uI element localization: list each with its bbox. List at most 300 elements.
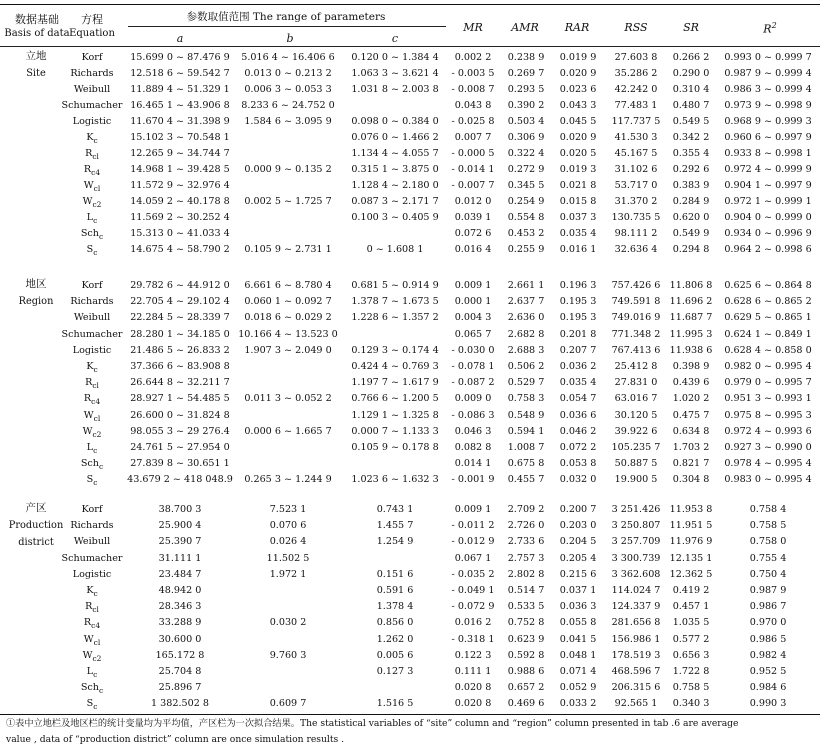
cell-amr: 0.675 8 <box>507 458 545 470</box>
equation-name-main: Weibull <box>73 312 111 324</box>
cell-rss: 32.636 4 <box>614 244 658 255</box>
equation-name-main: Richards <box>70 520 114 532</box>
cell-rar: 0.071 4 <box>559 666 597 677</box>
table-row <box>0 375 820 391</box>
cell-sr: 11.976 9 <box>669 536 713 548</box>
cell-c: 0.076 0 ~ 1.466 2 <box>351 132 439 143</box>
cell-r2: 0.934 0 ~ 0.996 9 <box>724 228 812 239</box>
cell-r2: 0.986 5 <box>749 633 787 645</box>
cell-rss: 30.120 5 <box>614 409 658 421</box>
cell-rss: 105.235 7 <box>611 442 661 453</box>
equation-name-main: W <box>83 633 94 645</box>
cell-rss: 767.413 6 <box>611 344 661 356</box>
cell-r2: 0.982 0 ~ 0.995 4 <box>724 361 812 372</box>
cell-amr: 0.345 5 <box>507 180 545 191</box>
cell-amr: 0.469 6 <box>507 698 545 710</box>
cell-rar: 0.037 1 <box>559 585 597 596</box>
cell-c: 0.127 3 <box>376 666 414 677</box>
cell-a: 11.572 9 ~ 32.976 4 <box>130 180 230 191</box>
equation-subscript: c2 <box>92 199 102 209</box>
cell-sr: 11.951 5 <box>669 520 713 532</box>
cell-rss: 114.024 7 <box>611 585 661 596</box>
cell-b: 0.018 6 ~ 0.029 2 <box>244 312 332 324</box>
cell-c: 0 ~ 1.608 1 <box>366 244 424 255</box>
cell-amr: 0.623 9 <box>507 633 545 645</box>
cell-sr: 0.475 7 <box>672 409 710 421</box>
table-row <box>0 472 820 488</box>
cell-rss: 19.900 5 <box>614 474 658 486</box>
cell-r2: 0.750 4 <box>749 568 787 580</box>
table-row <box>0 632 820 648</box>
cell-a: 48.942 0 <box>158 585 202 596</box>
equation-subscript: c4 <box>91 397 101 407</box>
cell-rar: 0.019 9 <box>559 52 597 63</box>
equation-name-main: R <box>85 377 93 389</box>
equation-name-main: Sch <box>80 228 99 239</box>
cell-rss: 156.986 1 <box>611 633 661 645</box>
cell-rss: 42.242 0 <box>614 84 658 95</box>
cell-sr: 0.634 8 <box>672 425 710 437</box>
cell-a: 22.284 5 ~ 28.339 7 <box>130 312 230 324</box>
cell-a: 25.900 4 <box>158 520 202 532</box>
cell-sr: 12.362 5 <box>669 568 713 580</box>
sr-header: SR <box>683 21 699 34</box>
cell-rar: 0.037 3 <box>559 212 597 223</box>
cell-mr: - 0.078 1 <box>451 361 495 372</box>
table-row <box>0 278 820 294</box>
cell-b: 0.060 1 ~ 0.092 7 <box>244 296 332 308</box>
cell-sr: 12.135 1 <box>669 552 713 564</box>
table-row <box>0 615 820 631</box>
table-row <box>0 583 820 599</box>
cell-amr: 0.306 9 <box>507 132 545 143</box>
cell-c: 0.591 6 <box>376 585 414 596</box>
cell-c: 1.262 0 <box>376 633 414 645</box>
equation-name <box>52 242 132 261</box>
equation-name-main: Korf <box>81 504 103 515</box>
cell-amr: 0.758 3 <box>507 393 545 405</box>
cell-b: 1.972 1 <box>269 568 307 580</box>
cell-amr: 1.008 7 <box>507 442 545 453</box>
cell-amr: 2.636 0 <box>507 312 545 324</box>
equation-name-main: W <box>82 649 93 661</box>
equation-subscript: cl <box>92 381 99 391</box>
cell-amr: 0.554 8 <box>507 212 545 223</box>
cell-mr: - 0.001 9 <box>451 474 495 486</box>
cell-sr: 11.938 6 <box>669 344 713 356</box>
cell-sr: 0.294 8 <box>672 244 710 255</box>
cell-sr: 0.656 3 <box>672 649 710 661</box>
equation-subscript: c <box>93 247 98 257</box>
cell-r2: 0.758 0 <box>749 536 787 548</box>
equation-subscript: c2 <box>92 429 102 439</box>
equation-name <box>52 50 132 66</box>
cell-rar: 0.052 9 <box>559 682 597 694</box>
cell-b: 0.030 2 <box>269 617 307 629</box>
cell-rss: 117.737 5 <box>611 116 661 127</box>
cell-rss: 281.656 8 <box>611 617 661 629</box>
equation-subscript: c <box>93 702 98 712</box>
cell-rar: 0.020 9 <box>559 68 597 79</box>
table-row <box>0 226 820 242</box>
cell-mr: 0.020 8 <box>454 682 492 694</box>
cell-a: 28.280 1 ~ 34.185 0 <box>130 328 230 340</box>
cell-r2: 0.951 3 ~ 0.993 1 <box>724 393 812 405</box>
cell-rar: 0.033 2 <box>559 698 597 710</box>
cell-r2: 0.964 2 ~ 0.998 6 <box>724 244 812 255</box>
cell-r2: 0.755 4 <box>749 552 787 564</box>
cell-mr: 0.072 6 <box>454 228 492 239</box>
cell-rar: 0.045 5 <box>559 116 597 127</box>
table-row <box>0 408 820 424</box>
cell-rss: 39.922 6 <box>614 425 658 437</box>
cell-r2: 0.982 4 <box>749 649 787 661</box>
cell-a: 165.172 8 <box>155 649 205 661</box>
equation-name <box>52 82 132 98</box>
equation-name <box>52 534 132 550</box>
cell-sr: 0.549 9 <box>672 228 710 239</box>
cell-rar: 0.200 7 <box>559 504 597 515</box>
cell-mr: - 0.030 0 <box>451 344 495 356</box>
cell-rar: 0.023 6 <box>559 84 597 95</box>
r2-header <box>720 21 820 36</box>
equation-name-main: K <box>86 361 94 372</box>
cell-rar: 0.072 2 <box>559 442 597 453</box>
mr-header: MR <box>463 21 483 34</box>
cell-r2: 0.986 3 ~ 0.999 4 <box>724 84 812 95</box>
cell-a: 12.518 6 ~ 59.542 7 <box>130 68 230 79</box>
group-label-en: Site <box>26 68 46 79</box>
cell-a: 98.055 3 ~ 29 276.4 <box>130 425 230 437</box>
equation-name-main: Korf <box>81 280 103 291</box>
cell-b: 0.013 0 ~ 0.213 2 <box>244 68 332 79</box>
cell-c: 1.197 7 ~ 1.617 9 <box>351 377 439 389</box>
cell-mr: 0.043 8 <box>454 100 492 111</box>
cell-rar: 0.203 0 <box>559 520 597 532</box>
cell-amr: 0.988 6 <box>507 666 545 677</box>
cell-a: 11.569 2 ~ 30.252 4 <box>130 212 230 223</box>
cell-c: 0.000 7 ~ 1.133 3 <box>351 425 439 437</box>
equation-name <box>52 310 132 326</box>
cell-r2: 0.952 5 <box>749 666 787 677</box>
param-b-header: b <box>286 32 294 45</box>
cell-c: 1.254 9 <box>376 536 414 548</box>
cell-rss: 35.286 2 <box>614 68 658 79</box>
cell-rar: 0.048 1 <box>559 649 597 661</box>
table-row <box>0 664 820 680</box>
cell-a: 43.679 2 ~ 418 048.9 <box>127 474 233 486</box>
table-row <box>0 599 820 615</box>
cell-b: 9.760 3 <box>269 649 307 661</box>
cell-c: 0.151 6 <box>376 568 414 580</box>
cell-c: 1.378 4 <box>376 601 414 613</box>
group-label-zh: 地区 <box>25 278 47 290</box>
cell-rar: 0.207 7 <box>559 344 597 356</box>
equation-name-main: Logistic <box>72 344 112 356</box>
cell-rss: 63.016 7 <box>614 393 658 405</box>
cell-c: 0.681 5 ~ 0.914 9 <box>351 280 439 291</box>
cell-rar: 0.204 5 <box>559 536 597 548</box>
equation-name <box>52 66 132 82</box>
cell-mr: - 0.025 8 <box>451 116 495 127</box>
cell-rar: 0.032 0 <box>559 474 597 486</box>
cell-rss: 50.887 5 <box>614 458 658 470</box>
cell-c: 0.315 1 ~ 3.875 0 <box>351 164 439 175</box>
equation-name <box>52 696 132 715</box>
equation-name-main: W <box>82 425 93 437</box>
cell-amr: 0.506 2 <box>507 361 545 372</box>
equation-name-main: Weibull <box>73 84 111 95</box>
cell-amr: 0.272 9 <box>507 164 545 175</box>
cell-rss: 45.167 5 <box>614 148 658 159</box>
cell-amr: 0.269 7 <box>507 68 545 79</box>
equation-name-main: Sch <box>80 682 99 694</box>
cell-a: 22.705 4 ~ 29.102 4 <box>130 296 230 308</box>
cell-a: 29.782 6 ~ 44.912 0 <box>130 280 230 291</box>
equation-name-main: Schumacher <box>61 328 123 340</box>
cell-rss: 3 251.426 <box>611 504 661 515</box>
cell-r2: 0.625 6 ~ 0.864 8 <box>724 280 812 291</box>
cell-r2: 0.758 4 <box>749 504 787 515</box>
cell-amr: 2.709 2 <box>507 504 545 515</box>
cell-r2: 0.972 4 ~ 0.993 6 <box>724 425 812 437</box>
cell-amr: 2.726 0 <box>507 520 545 532</box>
cell-sr: 0.292 6 <box>672 164 710 175</box>
table-row <box>0 327 820 343</box>
cell-sr: 0.577 2 <box>672 633 710 645</box>
table-bottom-rule <box>0 714 820 715</box>
cell-c: 1.228 6 ~ 1.357 2 <box>351 312 439 324</box>
cell-a: 38.700 3 <box>158 504 202 515</box>
table-row <box>0 359 820 375</box>
cell-rss: 31.102 6 <box>614 164 658 175</box>
cell-rss: 25.412 8 <box>614 361 658 372</box>
cell-a: 21.486 5 ~ 26.833 2 <box>130 344 230 356</box>
table-row <box>0 294 820 310</box>
cell-rss: 31.370 2 <box>614 196 658 207</box>
cell-b: 0.105 9 ~ 2.731 1 <box>244 244 332 255</box>
cell-rar: 0.215 6 <box>559 568 597 580</box>
equation-name-main: Sch <box>80 458 99 470</box>
cell-r2: 0.904 1 ~ 0.997 9 <box>724 180 812 191</box>
cell-mr: 0.016 2 <box>454 617 492 629</box>
cell-mr: 0.065 7 <box>454 328 492 340</box>
cell-a: 25.390 7 <box>158 536 202 548</box>
cell-mr: - 0.087 2 <box>451 377 495 389</box>
cell-rss: 206.315 6 <box>611 682 661 694</box>
cell-mr: - 0.008 7 <box>451 84 495 95</box>
cell-r2: 0.960 6 ~ 0.997 9 <box>724 132 812 143</box>
cell-a: 31.111 1 <box>158 552 202 564</box>
cell-mr: 0.111 1 <box>454 666 492 677</box>
cell-sr: 1.020 2 <box>672 393 710 405</box>
cell-mr: 0.002 2 <box>454 52 492 63</box>
cell-r2: 0.758 5 <box>749 520 787 532</box>
table-row <box>0 534 820 550</box>
cell-c: 0.129 3 ~ 0.174 4 <box>351 344 439 356</box>
cell-rar: 0.020 9 <box>559 132 597 143</box>
cell-c: 0.424 4 ~ 0.769 3 <box>351 361 439 372</box>
table-row <box>0 50 820 66</box>
equation-name <box>52 567 132 583</box>
table-row <box>0 391 820 407</box>
cell-c: 1.129 1 ~ 1.325 8 <box>351 409 439 421</box>
table-row <box>0 518 820 534</box>
cell-mr: 0.004 3 <box>454 312 492 324</box>
cell-a: 15.313 0 ~ 41.033 4 <box>130 228 230 239</box>
equation-subscript: c <box>93 669 98 679</box>
cell-amr: 0.238 9 <box>507 52 545 63</box>
cell-rar: 0.046 2 <box>559 425 597 437</box>
equation-subscript: c <box>98 686 104 696</box>
equation-name <box>52 114 132 130</box>
cell-rar: 0.035 4 <box>559 228 597 239</box>
cell-r2: 0.986 7 <box>749 601 787 613</box>
table-row <box>0 82 820 98</box>
equation-header-en: Equation <box>69 28 115 39</box>
table-row <box>0 98 820 114</box>
cell-a: 28.927 1 ~ 54.485 5 <box>130 393 230 405</box>
cell-amr: 0.548 9 <box>507 409 545 421</box>
cell-mr: - 0.049 1 <box>451 585 495 596</box>
params-underline <box>128 26 446 27</box>
cell-rss: 92.565 1 <box>614 698 658 710</box>
table-row <box>0 210 820 226</box>
cell-sr: 11.995 3 <box>669 328 713 340</box>
cell-amr: 0.455 7 <box>507 474 545 486</box>
basis-header-zh: 数据基础 <box>15 13 59 26</box>
cell-c: 1.516 5 <box>376 698 414 710</box>
cell-rar: 0.201 8 <box>559 328 597 340</box>
cell-c: 1.031 8 ~ 2.003 8 <box>351 84 439 95</box>
cell-r2: 0.984 6 <box>749 682 787 694</box>
cell-a: 11.889 4 ~ 51.329 1 <box>130 84 230 95</box>
rar-header: RAR <box>564 21 590 34</box>
cell-mr: 0.009 1 <box>454 280 492 291</box>
cell-rss: 3 362.608 <box>611 568 661 580</box>
equation-subscript: c <box>93 364 98 374</box>
cell-r2: 0.987 9 <box>749 585 787 596</box>
equation-name-main: Korf <box>81 52 103 63</box>
group-label-en: Region <box>18 296 54 307</box>
equation-subscript: cl <box>93 183 101 193</box>
cell-a: 23.484 7 <box>158 568 202 580</box>
cell-rss: 3 300.739 <box>611 552 661 564</box>
cell-rar: 0.020 5 <box>559 148 597 159</box>
equation-name <box>52 98 132 114</box>
cell-c: 0.105 9 ~ 0.178 8 <box>351 442 439 453</box>
cell-a: 14.675 4 ~ 58.790 2 <box>130 244 230 255</box>
cell-sr: 0.266 2 <box>672 52 710 63</box>
cell-a: 16.465 1 ~ 43.906 8 <box>130 100 230 111</box>
table-top-rule <box>0 4 820 5</box>
cell-sr: 0.340 3 <box>672 698 710 710</box>
cell-rss: 130.735 5 <box>611 212 661 223</box>
equation-subscript: c2 <box>92 653 102 663</box>
param-c-header: c <box>391 32 399 45</box>
cell-amr: 0.254 9 <box>507 196 545 207</box>
cell-sr: 11.696 2 <box>669 296 713 308</box>
cell-amr: 2.757 3 <box>507 552 545 564</box>
cell-rar: 0.035 4 <box>559 377 597 389</box>
equation-name-main: Richards <box>70 68 114 79</box>
table-row <box>0 66 820 82</box>
equation-name-main: L <box>86 442 94 453</box>
table-row <box>0 456 820 472</box>
cell-r2: 0.978 4 ~ 0.995 4 <box>724 458 812 470</box>
cell-mr: 0.016 4 <box>454 244 492 255</box>
cell-a: 26.644 8 ~ 32.211 7 <box>130 377 230 389</box>
equation-subscript: c <box>98 231 104 241</box>
cell-rar: 0.041 5 <box>559 633 597 645</box>
cell-mr: - 0.000 5 <box>451 148 495 159</box>
cell-a: 30.600 0 <box>158 633 202 645</box>
cell-a: 15.699 0 ~ 87.476 9 <box>130 52 230 63</box>
cell-mr: 0.082 8 <box>454 442 492 453</box>
table-row <box>0 440 820 456</box>
cell-amr: 2.637 7 <box>507 296 545 308</box>
cell-r2: 0.628 4 ~ 0.858 0 <box>724 344 812 356</box>
cell-b: 8.233 6 ~ 24.752 0 <box>241 100 335 111</box>
equation-subscript: cl <box>92 151 99 161</box>
cell-b: 0.002 5 ~ 1.725 7 <box>244 196 332 207</box>
equation-name-main: Schumacher <box>61 552 123 564</box>
equation-name <box>52 502 132 518</box>
cell-b: 0.000 6 ~ 1.665 7 <box>244 425 332 437</box>
cell-r2: 0.624 1 ~ 0.849 1 <box>724 328 812 340</box>
equation-subscript: c <box>93 135 98 145</box>
cell-mr: 0.039 1 <box>454 212 492 223</box>
cell-mr: - 0.086 3 <box>451 409 495 421</box>
cell-r2: 0.968 9 ~ 0.999 3 <box>724 116 812 127</box>
equation-name-main: W <box>82 196 93 207</box>
equation-subscript: c <box>93 478 98 488</box>
cell-c: 0.098 0 ~ 0.384 0 <box>351 116 439 127</box>
footnote-line-2: value , data of “production district” column are once simulation results . <box>6 734 345 745</box>
cell-amr: 0.255 9 <box>507 244 545 255</box>
cell-rar: 0.055 8 <box>559 617 597 629</box>
cell-sr: 0.355 4 <box>672 148 710 159</box>
cell-b: 5.016 4 ~ 16.406 6 <box>241 52 335 63</box>
cell-a: 26.600 0 ~ 31.824 8 <box>130 409 230 421</box>
cell-mr: - 0.318 1 <box>451 633 495 645</box>
cell-amr: 0.293 5 <box>507 84 545 95</box>
group-label-zh: 产区 <box>25 502 47 514</box>
cell-r2: 0.975 8 ~ 0.995 3 <box>724 409 812 421</box>
cell-b: 0.000 9 ~ 0.135 2 <box>244 164 332 175</box>
cell-r2: 0.927 3 ~ 0.990 0 <box>724 442 812 453</box>
cell-c: 1.128 4 ~ 2.180 0 <box>351 180 439 191</box>
cell-rss: 27.831 0 <box>614 377 658 389</box>
cell-r2: 0.972 4 ~ 0.999 9 <box>724 164 812 175</box>
equation-name <box>52 343 132 359</box>
equation-name-main: S <box>86 244 94 255</box>
cell-amr: 2.661 1 <box>507 280 545 291</box>
cell-mr: 0.009 0 <box>454 393 492 405</box>
cell-rss: 757.426 6 <box>611 280 661 291</box>
cell-a: 25.704 8 <box>158 666 202 677</box>
cell-amr: 0.594 1 <box>507 425 545 437</box>
cell-b: 0.006 3 ~ 0.053 3 <box>244 84 332 95</box>
equation-name-main: Weibull <box>73 536 111 548</box>
cell-amr: 0.503 4 <box>507 116 545 127</box>
cell-rss: 41.530 3 <box>614 132 658 143</box>
cell-sr: 0.398 9 <box>672 361 710 372</box>
cell-c: 1.023 6 ~ 1.632 3 <box>351 474 439 486</box>
cell-rss: 3 257.709 <box>611 536 661 548</box>
cell-b: 10.166 4 ~ 13.523 0 <box>238 328 338 340</box>
cell-sr: 0.419 2 <box>672 585 710 596</box>
